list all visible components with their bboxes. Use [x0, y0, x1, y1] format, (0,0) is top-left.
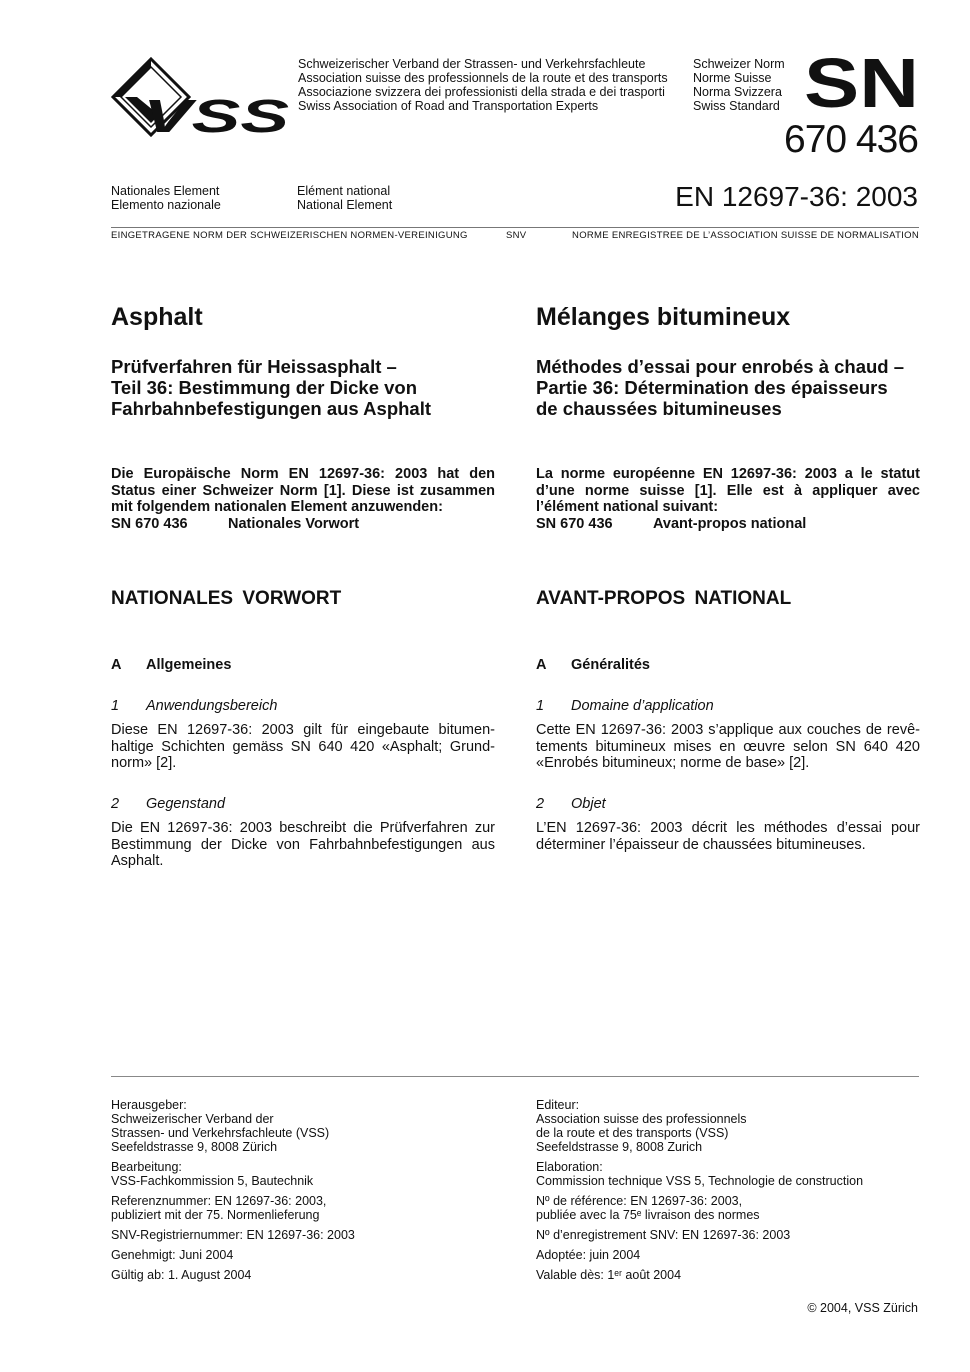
- subtitle-line: Partie 36: Détermination des épaisseurs: [536, 377, 888, 398]
- sn-logo-text: SN: [804, 55, 919, 109]
- registered-snv: SNV: [506, 230, 527, 241]
- subtitle-de: [111, 356, 495, 419]
- status-fr: [536, 466, 920, 532]
- footer-line: publiée avec la 75ᵉ livraison des normes: [536, 1208, 760, 1222]
- footer-line: Strassen- und Verkehrsfachleute (VSS): [111, 1126, 330, 1140]
- footer-block: [536, 1248, 920, 1262]
- footer-block: [111, 1160, 495, 1188]
- subsection-2-de: [111, 796, 495, 812]
- title-de: Asphalt: [111, 303, 203, 331]
- footer-line: Seefeldstrasse 9, 8008 Zurich: [536, 1140, 703, 1154]
- standard-name: Swiss Standard: [693, 99, 780, 113]
- paragraph-2-fr: L’EN 12697-36: 2003 décrit les méthodes d’essai pour déterminer l’épaisseur de chaussées bitumineuses.: [536, 820, 920, 853]
- standard-name: Schweizer Norm: [693, 57, 785, 71]
- registered-fr: NORME ENREGISTREE DE L’ASSOCIATION SUISSE DE NORMALISATION: [572, 230, 919, 241]
- header-divider: [111, 227, 919, 228]
- vss-logo: [111, 57, 293, 139]
- footer-block: [536, 1268, 920, 1282]
- publisher-info-fr: [536, 1098, 920, 1288]
- foreword-title-de: NATIONALES VORWORT: [111, 588, 342, 609]
- reference-label: Avant-propos national: [653, 515, 807, 532]
- footer-line: Schweizerischer Verband der: [111, 1112, 274, 1126]
- footer-block: [536, 1160, 920, 1188]
- section-a-fr: [536, 657, 920, 673]
- section-title: Allgemeines: [146, 657, 232, 673]
- footer-line: Referenznummer: EN 12697-36: 2003,: [111, 1194, 327, 1208]
- reference-line: [536, 516, 920, 533]
- national-element-labels: [111, 184, 221, 212]
- assoc-line: Association suisse des professionnels de la route et des transports: [298, 71, 668, 85]
- reference-code: SN 670 436: [111, 515, 188, 532]
- subtitle-line: Prüfverfahren für Heissasphalt –: [111, 356, 397, 377]
- subtitle-line: Fahrbahnbefestigungen aus Asphalt: [111, 398, 432, 419]
- subtitle-line: de chaussées bitumineuses: [536, 398, 782, 419]
- footer-block: [111, 1228, 495, 1242]
- subsection-number: 2: [536, 796, 545, 812]
- footer-line: Nº de référence: EN 12697-36: 2003,: [536, 1194, 743, 1208]
- footer-line: SNV-Registriernummer: EN 12697-36: 2003: [111, 1228, 355, 1242]
- footer-line: Gültig ab: 1. August 2004: [111, 1268, 252, 1282]
- assoc-line: Associazione svizzera dei professionisti della strada e dei trasporti: [298, 85, 665, 99]
- paragraph-2-de: Die EN 12697-36: 2003 beschreibt die Prüfverfahren zur Bestimmung der Dicke von Fahrbahnbefestigungen aus Asphalt.: [111, 820, 495, 869]
- footer-line: Herausgeber:: [111, 1098, 187, 1112]
- footer-block: [111, 1194, 495, 1222]
- paragraph-1-de: Diese EN 12697-36: 2003 gilt für eingebaute bitumenhaltige Schichten gemäss SN 640 420 «Asphalt; Grundnorm» [2].: [111, 722, 495, 771]
- reference-label: Nationales Vorwort: [228, 515, 360, 532]
- footer-block: [536, 1194, 920, 1222]
- footer-block: [536, 1228, 920, 1242]
- section-title: Généralités: [571, 657, 650, 673]
- subsection-number: 1: [111, 698, 120, 714]
- standard-name: Norma Svizzera: [693, 85, 782, 99]
- en-number: EN 12697-36: 2003: [675, 181, 918, 212]
- subtitle-fr: [536, 356, 920, 419]
- footer-line: Elaboration:: [536, 1160, 603, 1174]
- footer-line: Editeur:: [536, 1098, 580, 1112]
- copyright: © 2004, VSS Zürich: [807, 1301, 918, 1315]
- sn-logo: [804, 55, 919, 109]
- footer-line: de la route et des transports (VSS): [536, 1126, 729, 1140]
- subsection-2-fr: [536, 796, 920, 812]
- subsection-title: Domaine d’application: [571, 698, 714, 714]
- footer-line: Adoptée: juin 2004: [536, 1248, 641, 1262]
- footer-line: Association suisse des professionnels: [536, 1112, 747, 1126]
- subtitle-line: Méthodes d’essai pour enrobés à chaud –: [536, 356, 905, 377]
- subtitle-line: Teil 36: Bestimmung der Dicke von: [111, 377, 418, 398]
- footer-line: Nº d’enregistrement SNV: EN 12697-36: 2003: [536, 1228, 791, 1242]
- norm-number: 670 436: [784, 118, 918, 161]
- standard-name: Norme Suisse: [693, 71, 772, 85]
- national-element-label: Elément national: [297, 184, 391, 198]
- section-letter: A: [536, 657, 547, 673]
- paragraph-1-fr: Cette EN 12697-36: 2003 s’applique aux couches de revêtements bitumineux mises en œuvre selon SN 640 420 «Enrobés bitumineux; norme de base» [2].: [536, 722, 920, 771]
- reference-code: SN 670 436: [536, 515, 613, 532]
- footer-line: Commission technique VSS 5, Technologie de construction: [536, 1174, 864, 1188]
- footer-line: Bearbeitung:: [111, 1160, 182, 1174]
- footer-line: publiziert mit der 75. Normenlieferung: [111, 1208, 320, 1222]
- status-text: La norme européenne EN 12697-36: 2003 a le statut d’une norme suisse [1]. Elle est à appliquer avec l’élément national suivant:: [536, 466, 920, 515]
- assoc-line: Schweizerischer Verband der Strassen- und Verkehrsfachleute: [298, 57, 646, 71]
- section-letter: A: [111, 657, 122, 673]
- footer-divider: [111, 1076, 919, 1077]
- title-fr: Mélanges bitumineux: [536, 303, 791, 331]
- registered-de: EINGETRAGENE NORM DER SCHWEIZERISCHEN NORMEN-VEREINIGUNG: [111, 230, 468, 241]
- national-element-label: National Element: [297, 198, 393, 212]
- subsection-1-fr: [536, 698, 920, 714]
- national-element-label: Elemento nazionale: [111, 198, 221, 212]
- footer-block: [536, 1098, 920, 1154]
- footer-line: VSS-Fachkommission 5, Bautechnik: [111, 1174, 314, 1188]
- section-a-de: [111, 657, 495, 673]
- assoc-line: Swiss Association of Road and Transportation Experts: [298, 99, 599, 113]
- publisher-info-de: [111, 1098, 495, 1288]
- subsection-number: 1: [536, 698, 545, 714]
- footer-block: [111, 1248, 495, 1262]
- subsection-1-de: [111, 698, 495, 714]
- standard-names: [693, 57, 785, 113]
- subsection-title: Gegenstand: [146, 796, 226, 812]
- association-names: [298, 57, 668, 113]
- foreword-title-fr: AVANT-PROPOS NATIONAL: [536, 588, 792, 609]
- subsection-number: 2: [111, 796, 120, 812]
- subsection-title: Objet: [571, 796, 606, 812]
- footer-block: [111, 1098, 495, 1154]
- status-de: [111, 466, 495, 532]
- footer-line: Genehmigt: Juni 2004: [111, 1248, 234, 1262]
- footer-line: Seefeldstrasse 9, 8008 Zürich: [111, 1140, 278, 1154]
- subsection-title: Anwendungsbereich: [146, 698, 278, 714]
- footer-block: [111, 1268, 495, 1282]
- footer-line: Valable dès: 1ᵉʳ août 2004: [536, 1268, 682, 1282]
- reference-line: [111, 516, 495, 533]
- national-element-label: Nationales Element: [111, 184, 220, 198]
- status-text: Die Europäische Norm EN 12697-36: 2003 hat den Status einer Schweizer Norm [1]. Diese ist zusammen mit folgendem nationalen Element anzuwenden:: [111, 466, 495, 515]
- national-element-labels: [297, 184, 392, 212]
- vss-logo-text: VSS: [143, 90, 290, 139]
